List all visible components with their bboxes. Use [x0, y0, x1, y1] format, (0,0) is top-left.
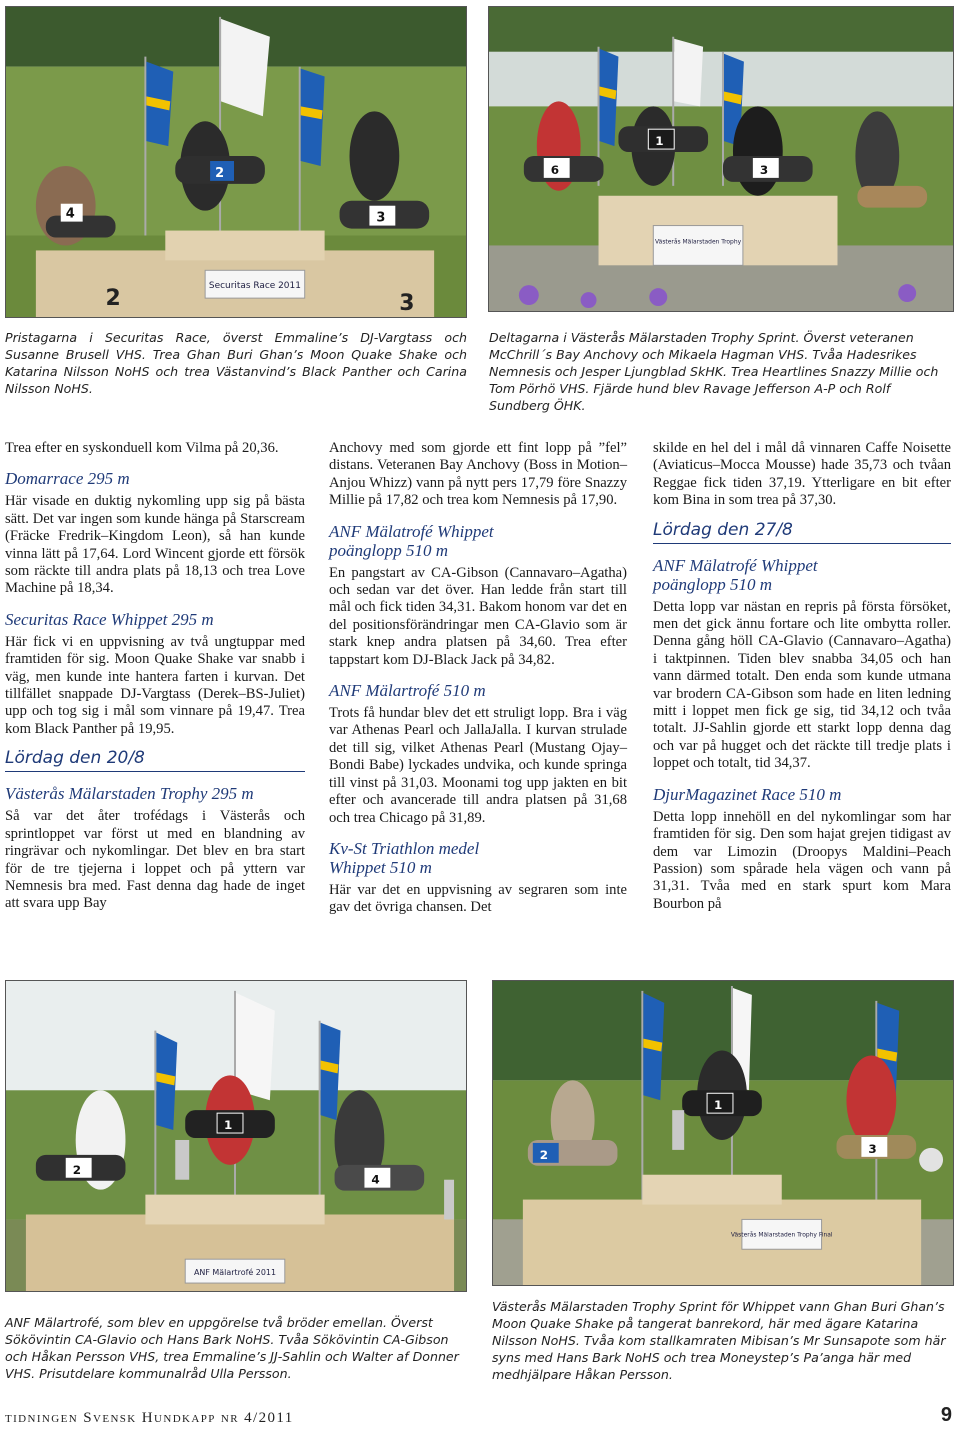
bib-number: 2: [215, 165, 225, 181]
podium-sign-text: Västerås Mälarstaden Trophy: [655, 238, 742, 246]
step-number-3: 3: [399, 291, 415, 317]
bib-number: 3: [759, 162, 769, 177]
section-heading: DjurMagazinet Race 510 m: [653, 784, 842, 804]
section-heading: Domarrace 295 m: [5, 469, 130, 489]
paragraph: Detta lopp var nästan en repris på första försöket, men det gick ännu fortare och lite ombytta roller. Denna gång höll CA-Glavio (Cannavaro–Agatha) i taktpinnen. Tiden blev snabba 34,05 och han vann därmed totalt. Den enda som kunde utmana var brodern CA-Gibson som hade en liten ledning mitt i loppet men fick ge sig, tid 34,12 och tvåa totalt. JJ-Sahlin gjorde ett starkt lopp denna dag och var på hugget och det räckte till tredje plats i loppet och totalt, tid 34,37.: [653, 598, 951, 772]
bib-number: 1: [714, 1098, 723, 1113]
step-number-2: 2: [105, 286, 121, 312]
paragraph: Anchovy med som gjorde ett fint lopp på ”fel” distans. Veteranen Bay Anchovy (Boss in Motion–Anjou Whizz) vann på nytt pers 17,79 före Snazzy Millie på 17,82 och trea kom Nemnesis på 17,90.: [329, 440, 627, 509]
section-heading: poänglopp 510 m: [329, 540, 448, 560]
bib-number: 1: [224, 1118, 233, 1133]
paragraph: Här fick vi en uppvisning av två ungtuppar med framtiden för sig. Moon Quake Shake var snabb i väg, men kunde inte hantera farten i kurvan. Det tillfället snappade DJ-Vargtass (Derek–BS-Juliet) upp och tog sig i mål som vinnare på 19,47. Trea kom Black Panther på 19,95.: [5, 633, 305, 737]
bib-number: 2: [539, 1147, 549, 1162]
section-heading: ANF Mälatrofé Whippet: [653, 555, 818, 575]
caption-top-right: Deltagarna i Västerås Mälarstaden Trophy Sprint. Överst veteranen McChrill´s Bay Anchovy och Mikaela Hagman VHS. Tvåa Hadesrikes Nemnesis och Jesper Ljungblad SkHK. Trea Heartlines Snazzy Millie och Tom Pörhö VHS. Fjärde hund blev Ravage Jefferson A-P och Rolf Sundberg ÖHK.: [489, 330, 939, 413]
paragraph: Trots få hundar blev det ett struligt lopp. Bra i väg var Athenas Pearl och JallaJalla. I kurvan strulade det till sig, vilket Athenas Pearl (Mustang Ojay–Bondi Babe) lyckades undvika, och kunde springa till vinst på 31,03. Moonami tog upp jakten en bit efter och avancerade till andra platsen på 31,68 och trea Chicago på 31,89.: [329, 705, 627, 826]
photo-anf-malartrofe-podium: [5, 980, 467, 1292]
section-heading: ANF Mälartrofé 510 m: [329, 681, 486, 701]
paragraph: Trea efter en syskonduell kom Vilma på 20,36.: [5, 440, 279, 456]
article-column-2: [329, 440, 627, 917]
article-column-1: [5, 440, 305, 913]
caption-bottom-right: Västerås Mälarstaden Trophy Sprint för Whippet vann Ghan Buri Ghan’s Moon Quake Shake på tangerat banrekord, här med ägare Katarina Nilsson NoHS. Tvåa kom stallkamraten Mibisan’s Mr Sunsapote som här syns med Hans Bark NoHS och trea Moneystep’s Pa’anga här med medhjälpare Håkan Persson.: [492, 1299, 946, 1382]
podium-sign-text: Securitas Race 2011: [208, 281, 301, 292]
paragraph: Här visade en duktig nykomling upp sig på bästa sätt. Det var ingen som kunde hänga på Starscream (Fräcke Fredrik–Kingdom Leon), så han kunde vinna lätt på 17,64. Lord Wincent gjorde ett försök som räckte till andra plats på 18,13 och trea Love Machine på 18,34.: [5, 493, 305, 597]
caption-top-left: Pristagarna i Securitas Race, överst Emmaline’s DJ-Vargtass och Susanne Brusell VHS. Trea Ghan Buri Ghan’s Moon Quake Shake och Katarina Nilsson NoHS och trea Västanvind’s Black Panther och Carina Nilsson NoHS.: [5, 330, 467, 396]
section-heading: Västerås Mälarstaden Trophy 295 m: [5, 784, 254, 804]
paragraph: Detta lopp innehöll en del nykomlingar som har framtiden för sig. Den som hajat grejen tidigast av dem var Limozin (Droopys Maldini–Peach Passion) som spårade hela vägen och vann på 31,31. Tvåa med en stark spurt kom Mara Bourbon på: [653, 808, 951, 912]
podium-sign-text: Västerås Mälarstaden Trophy Final: [730, 1231, 833, 1239]
bib-number: 6: [550, 162, 560, 177]
bib-number: 4: [65, 206, 75, 222]
article-column-3: [653, 440, 951, 913]
section-heading: Securitas Race Whippet 295 m: [5, 609, 214, 629]
podium-sign-text: ANF Mälartrofé 2011: [193, 1268, 277, 1278]
paragraph: Så var det åter trofédags i Västerås och sprintloppet var först ut med en blandning av ringrävar och nykomlingar. Det blev en bra start för de tre tjejerna i loppet och på yttern var Nemnesis bra med. Fast denna dag hade de inget att svara upp Bay: [5, 808, 305, 912]
section-heading: poänglopp 510 m: [653, 574, 772, 594]
section-heading: Kv-St Triathlon medel: [329, 838, 480, 858]
bib-number: 3: [376, 210, 386, 226]
page-number: 9: [940, 1404, 952, 1426]
day-heading: Lördag den 20/8: [5, 748, 305, 772]
bib-number: 4: [371, 1172, 380, 1187]
section-heading: Whippet 510 m: [329, 857, 432, 877]
photo-malarstaden-sprint-podium: [492, 980, 954, 1286]
paragraph: Här var det en uppvisning av segraren som inte gav det övriga chansen. Det: [329, 881, 627, 916]
photo-securitas-race-podium: [5, 6, 467, 318]
section-heading: ANF Mälatrofé Whippet: [329, 521, 494, 541]
bib-number: 3: [868, 1141, 877, 1156]
day-heading: Lördag den 27/8: [653, 520, 951, 544]
bib-number: 1: [655, 134, 664, 149]
photo-malarstaden-trophy-podium: [488, 6, 954, 312]
magazine-footer: tidningen Svensk Hundkapp nr 4/2011: [5, 1410, 294, 1426]
paragraph: En pangstart av CA-Gibson (Cannavaro–Agatha) och sedan var det över. Han ledde från start till mål och fick tiden 34,31. Bakom honom var det en del positionsförändringar men CA-Glavio som är stark knep andra platsen på 34,60. Trea efter tappstart kom DJ-Black Jack på 34,82.: [329, 564, 627, 668]
paragraph: skilde en hel del i mål då vinnaren Caffe Noisette (Aviaticus–Mocca Mousse) hade 35,73 och tvåan Reggae fick tiden 37,19. Ytterligare en bit efter kom Bina in som trea på 37,30.: [653, 440, 951, 509]
caption-bottom-left: ANF Mälartrofé, som blev en uppgörelse två bröder emellan. Överst Sökövintin CA-Glavio och Hans Bark NoHS. Tvåa Sökövintin CA-Gibson och Håkan Persson VHS, trea Emmaline’s JJ-Sahlin och Walter af Donner VHS. Prisutdelare kommunalråd Ulla Persson.: [5, 1315, 459, 1381]
bib-number: 2: [72, 1162, 82, 1177]
